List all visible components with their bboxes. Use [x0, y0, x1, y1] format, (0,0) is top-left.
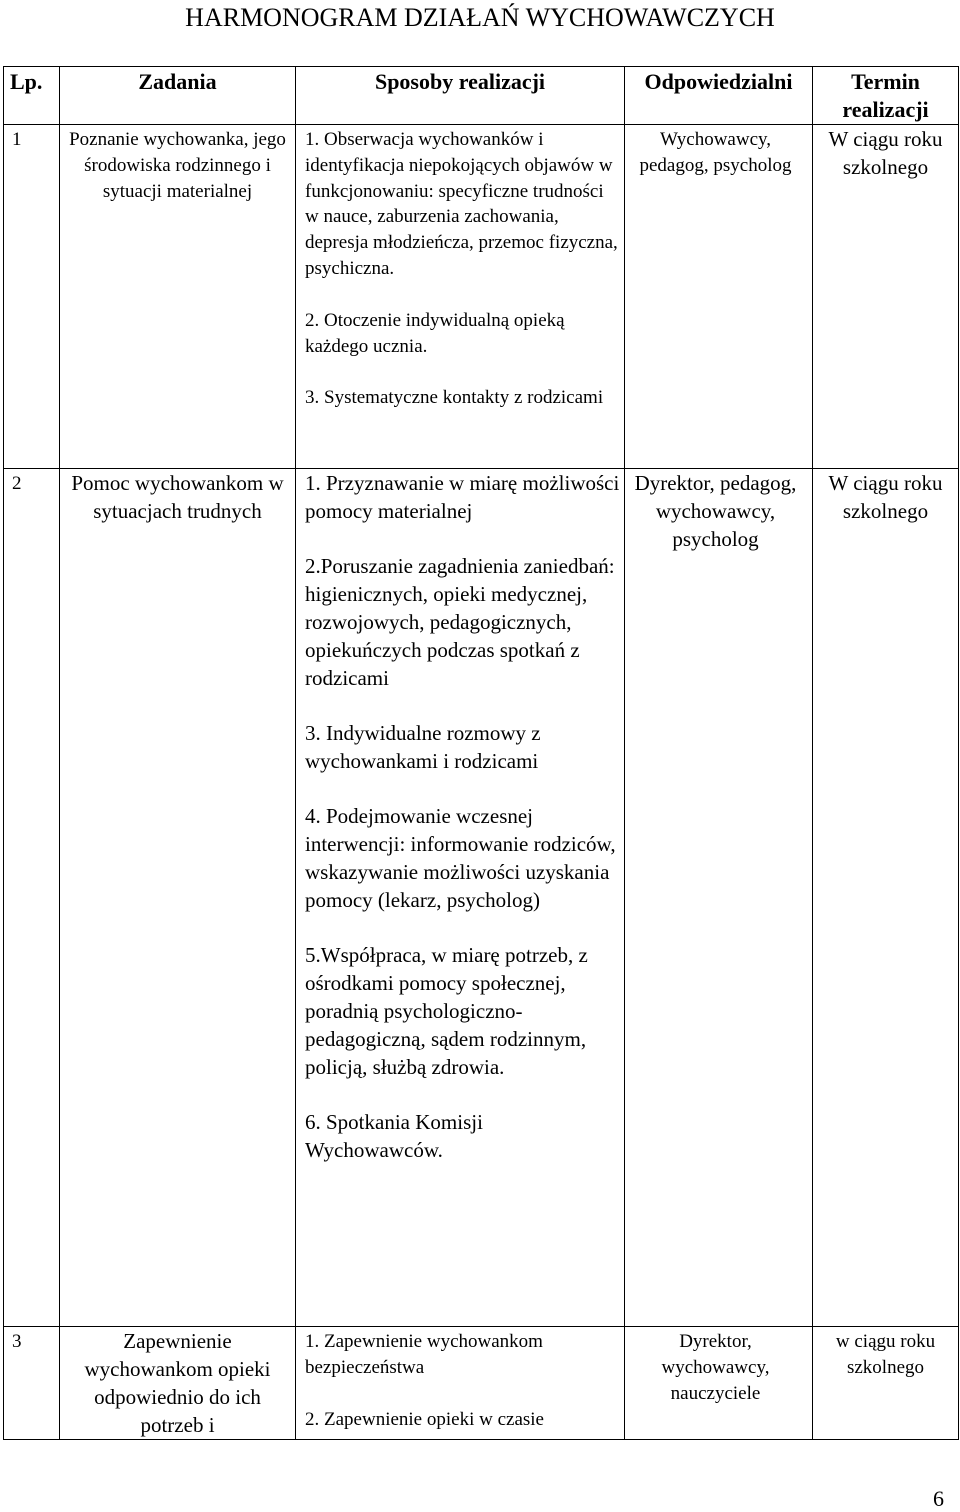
- page-number: 6: [933, 1486, 944, 1511]
- task-cell: Pomoc wychowankom w sytuacjach trudnych: [60, 469, 296, 1327]
- methods-cell: [296, 469, 625, 1327]
- methods-cell: [296, 125, 625, 469]
- term-cell: w ciągu roku szkolnego: [813, 1327, 959, 1440]
- responsible-cell: Dyrektor, pedagog, wychowawcy, psycholog: [625, 469, 813, 1327]
- schedule-table: [3, 66, 959, 1440]
- responsible-cell: Wychowawcy, pedagog, psycholog: [625, 125, 813, 469]
- method-item: 1. Zapewnienie wychowankom bezpieczeństwa: [305, 1331, 543, 1378]
- method-item: 3. Indywidualne rozmowy z wychowankami i rodzicami: [305, 721, 541, 773]
- methods-cell: [296, 1327, 625, 1440]
- task-cell: Zapewnienie wychowankom opieki odpowiednio do ich potrzeb i: [60, 1327, 296, 1440]
- document-title: HARMONOGRAM DZIAŁAŃ WYCHOWAWCZYCH: [185, 3, 775, 32]
- header-term: Termin realizacji: [813, 67, 959, 125]
- method-item: 4. Podejmowanie wczesnej interwencji: informowanie rodziców, wskazywanie możliwości uzyskania pomocy (lekarz, psycholog): [305, 804, 616, 912]
- header-lp: Lp.: [4, 67, 60, 125]
- header-methods: Sposoby realizacji: [296, 67, 625, 125]
- method-item: 2. Otoczenie indywidualną opieką każdego ucznia.: [305, 309, 565, 357]
- method-item: 3. Systematyczne kontakty z rodzicami: [305, 387, 604, 409]
- table-header-row: [4, 67, 959, 125]
- method-item: 2. Zapewnienie opieki w czasie: [305, 1408, 544, 1430]
- table-row: [4, 125, 959, 469]
- method-item: 2.Poruszanie zagadnienia zaniedbań: higienicznych, opieki medycznej, rozwojowych, pedagogicznych, opiekuńczych podczas spotkań z rodzicami: [305, 554, 615, 690]
- row-number: 1: [4, 125, 60, 469]
- term-cell: W ciągu roku szkolnego: [813, 469, 959, 1327]
- row-number: 3: [4, 1327, 60, 1440]
- header-responsible: Odpowiedzialni: [625, 67, 813, 125]
- responsible-cell: Dyrektor, wychowawcy, nauczyciele: [625, 1327, 813, 1440]
- method-item: 6. Spotkania Komisji Wychowawców.: [305, 1110, 483, 1162]
- row-number: 2: [4, 469, 60, 1327]
- method-item: 1. Obserwacja wychowanków i identyfikacja niepokojących objawów w funkcjonowaniu: specyficzne trudności w nauce, zaburzenia zachowania, depresja młodzieńcza, przemoc fizyczna, psychiczna.: [305, 129, 618, 279]
- task-cell: Poznanie wychowanka, jego środowiska rodzinnego i sytuacji materialnej: [60, 125, 296, 469]
- table-row: [4, 1327, 959, 1440]
- table-row: [4, 469, 959, 1327]
- method-item: 1. Przyznawanie w miarę możliwości pomocy materialnej: [305, 471, 620, 523]
- term-cell: W ciągu roku szkolnego: [813, 125, 959, 469]
- header-tasks: Zadania: [60, 67, 296, 125]
- method-item: 5.Współpraca, w miarę potrzeb, z ośrodkami pomocy społecznej, poradnią psychologiczno-pedagogiczną, sądem rodzinnym, policją, służbą zdrowia.: [305, 943, 588, 1079]
